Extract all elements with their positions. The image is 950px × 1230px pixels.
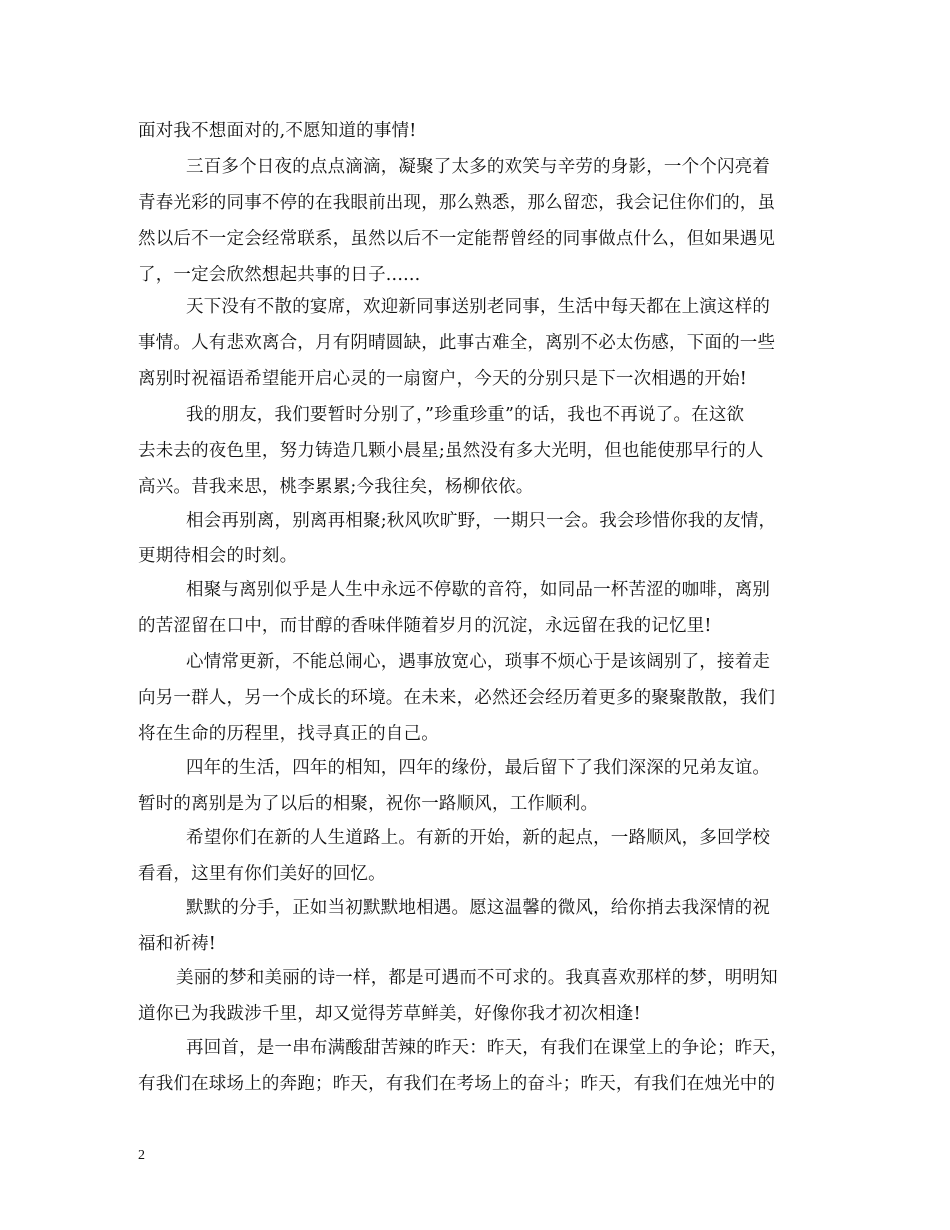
text-line: 高兴。昔我来思，桃李累累;今我往矣，杨柳依依。 [138,477,534,497]
text-line: 事情。人有悲欢离合，月有阴晴圆缺，此事古难全，离别不必太伤感，下面的一些 [138,333,776,353]
text-line: 相会再别离，别离再相聚;秋风吹旷野，一期只一会。我会珍惜你我的友情， [186,511,777,531]
text-line: 去未去的夜色里，努力铸造几颗小晨星;虽然没有多大光明，但也能使那早行的人 [138,441,764,461]
text-line: 暂时的离别是为了以后的相聚，祝你一路顺风，工作顺利。 [138,794,599,814]
text-line: 心情常更新，不能总闹心，遇事放宽心，琐事不烦心于是该阔别了，接着走 [186,652,771,672]
text-line: 青春光彩的同事不停的在我眼前出现，那么熟悉，那么留恋，我会记住你们的，虽 [138,193,776,213]
text-line: 更期待相会的时刻。 [138,546,298,566]
text-line: 的苦涩留在口中，而甘醇的香味伴随着岁月的沉淀，永远留在我的记忆里! [138,616,712,636]
text-line: 三百多个日夜的点点滴滴，凝聚了太多的欢笑与辛劳的身影，一个个闪亮着 [186,157,771,177]
text-line: 福和祈祷! [138,934,217,954]
text-line: 向另一群人，另一个成长的环境。在未来，必然还会经历着更多的聚聚散散，我们 [138,688,776,708]
text-line: 默默的分手，正如当初默默地相遇。愿这温馨的微风，给你捎去我深情的祝 [186,898,771,918]
text-line: 看看，这里有你们美好的回忆。 [138,864,386,884]
text-line: 相聚与离别似乎是人生中永远不停歇的音符，如同品一杯苦涩的咖啡，离别 [186,580,771,600]
text-line: 了，一定会欣然想起共事的日子...... [138,265,421,285]
text-line: 然以后不一定会经常联系，虽然以后不一定能帮曾经的同事做点什么，但如果遇见 [138,229,776,249]
text-line: 将在生命的历程里，找寻真正的自己。 [138,724,439,744]
page-number: 2 [138,1148,145,1163]
text-line: 面对我不想面对的,不愿知道的事情! [138,121,417,141]
text-line: 离别时祝福语希望能开启心灵的一扇窗户，今天的分别只是下一次相遇的开始! [138,369,748,389]
text-line: 四年的生活，四年的相知，四年的缘份，最后留下了我们深深的兄弟友谊。 [186,758,771,778]
text-line: 我的朋友，我们要暂时分别了，”珍重珍重”的话，我也不再说了。在这欲 [186,405,745,425]
text-line: 道你已为我跋涉千里，却又觉得芳草鲜美，好像你我才初次相逢! [138,1004,641,1024]
text-line: 再回首，是一串布满酸甜苦辣的昨天：昨天，有我们在课堂上的争论；昨天， [186,1038,788,1058]
text-line: 有我们在球场上的奔跑；昨天，有我们在考场上的奋斗；昨天，有我们在烛光中的 [138,1074,776,1094]
text-line: 希望你们在新的人生道路上。有新的开始，新的起点，一路顺风，多回学校 [186,828,771,848]
text-line: 天下没有不散的宴席，欢迎新同事送别老同事，生活中每天都在上演这样的 [186,297,771,317]
text-line: 美丽的梦和美丽的诗一样，都是可遇而不可求的。我真喜欢那样的梦，明明知 [176,968,778,988]
